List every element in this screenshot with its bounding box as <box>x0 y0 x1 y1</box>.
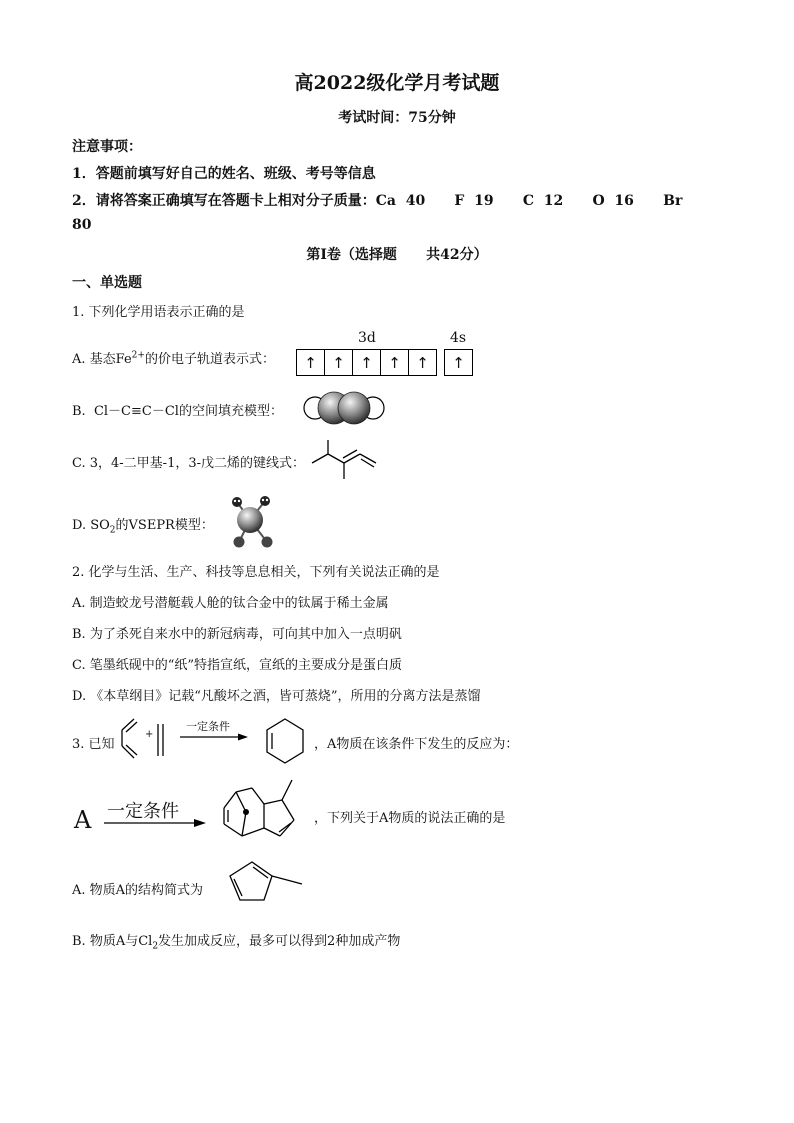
space-filling-model-image <box>302 390 386 426</box>
exam-title: 高2022级化学月考试题 <box>294 72 500 94</box>
notice-item-2-continued: 80 <box>72 217 92 233</box>
reaction-scheme-reactants <box>118 716 174 766</box>
cyclohexene-structure <box>262 716 308 766</box>
q1-option-a <box>72 348 275 367</box>
condition-label-2: 一定条件 <box>107 801 179 822</box>
orbital-3d-boxes <box>296 349 437 376</box>
q2-option-a: A. 制造蛟龙号潜艇载人舱的钛合金中的钛属于稀土金属 <box>72 596 389 611</box>
arrow-up-icon: ↑ <box>353 350 381 375</box>
plus-sign: + <box>145 729 154 740</box>
sulfur-atom <box>237 507 263 533</box>
q3-option-b <box>72 930 400 952</box>
carbon-atom-right <box>338 392 370 424</box>
arrow-up-icon: ↑ <box>325 350 353 375</box>
arrow-up-icon: ↑ <box>416 353 429 372</box>
q1-option-d-prefix: D. SO <box>72 518 110 533</box>
lone-pair-left <box>232 497 242 507</box>
lone-pair-right <box>260 496 270 506</box>
q3-option-b-prefix: B. 物质A与Cl <box>72 934 153 949</box>
reactant-label-a: A <box>74 806 92 834</box>
vsepr-model-image <box>224 492 280 552</box>
oxygen-atom-left <box>234 537 245 548</box>
arrow-up-icon: ↑ <box>381 350 409 375</box>
q2-option-b: B. 为了杀死自来水中的新冠病毒，可向其中加入一点明矾 <box>72 627 402 642</box>
q1-option-d-suffix: 的VSEPR模型： <box>115 518 214 533</box>
arrow-up-icon: ↑ <box>297 350 325 375</box>
q3-option-b-subscript: 2 <box>152 941 159 952</box>
reaction-arrow-2 <box>102 817 208 829</box>
notice-item-2: 2．请将答案正确填写在答题卡上相对分子质量：Ca 40 F 19 C 12 O 16 Br <box>72 193 683 209</box>
q2-stem: 2. 化学与生活、生产、科技等息息相关，下列有关说法正确的是 <box>72 565 440 580</box>
arrow-up-icon: ↑ <box>452 353 465 372</box>
q1-option-d-subscript: 2 <box>109 525 116 536</box>
condition-label-1: 一定条件 <box>186 720 230 733</box>
exam-time: 考试时间：75分钟 <box>338 110 456 126</box>
oxygen-atom-right <box>262 537 273 548</box>
dicyclopentadiene-structure <box>212 774 312 846</box>
q1-option-c: C. 3，4-二甲基-1，3-戊二烯的键线式： <box>72 456 306 471</box>
methylcyclopentadiene-structure <box>222 858 304 912</box>
q1-option-a-charge: 2+ <box>131 350 145 361</box>
q1-option-a-prefix: A. 基态Fe <box>72 352 132 367</box>
orbital-label-3d: 3d <box>358 330 376 346</box>
orbital-label-4s: 4s <box>450 330 467 346</box>
skeletal-formula-image <box>310 436 380 482</box>
q2-option-d: D. 《本草纲目》记载“凡酸坏之酒，皆可蒸烧”，所用的分离方法是蒸馏 <box>72 689 481 704</box>
q3-stem-2: ，下列关于A物质的说法正确的是 <box>314 811 506 826</box>
notice-item-1: 1．答题前填写好自己的姓名、班级、考号等信息 <box>72 166 376 182</box>
part-heading: 一、单选题 <box>72 275 142 291</box>
q1-option-a-suffix: 的价电子轨道表示式： <box>144 352 275 367</box>
q3-stem-suffix: ，A物质在该条件下发生的反应为： <box>314 737 519 752</box>
q2-option-c: C. 笔墨纸砚中的“纸”特指宣纸，宣纸的主要成分是蛋白质 <box>72 658 403 673</box>
q3-option-a: A. 物质A的结构简式为 <box>72 883 204 898</box>
q1-stem: 1. 下列化学用语表示正确的是 <box>72 305 245 320</box>
q3-option-b-suffix: 发生加成反应，最多可以得到2种加成产物 <box>158 934 401 949</box>
q1-option-b: B. Cl－C≡C－Cl的空间填充模型： <box>72 404 283 419</box>
volume-heading: 第Ⅰ卷（选择题 共42分） <box>306 247 488 263</box>
reaction-arrow-1 <box>178 732 250 742</box>
q3-stem-prefix: 3. 已知 <box>72 737 115 752</box>
q1-option-d <box>72 514 214 536</box>
notice-heading: 注意事项： <box>72 139 142 155</box>
orbital-4s-box <box>444 349 473 376</box>
